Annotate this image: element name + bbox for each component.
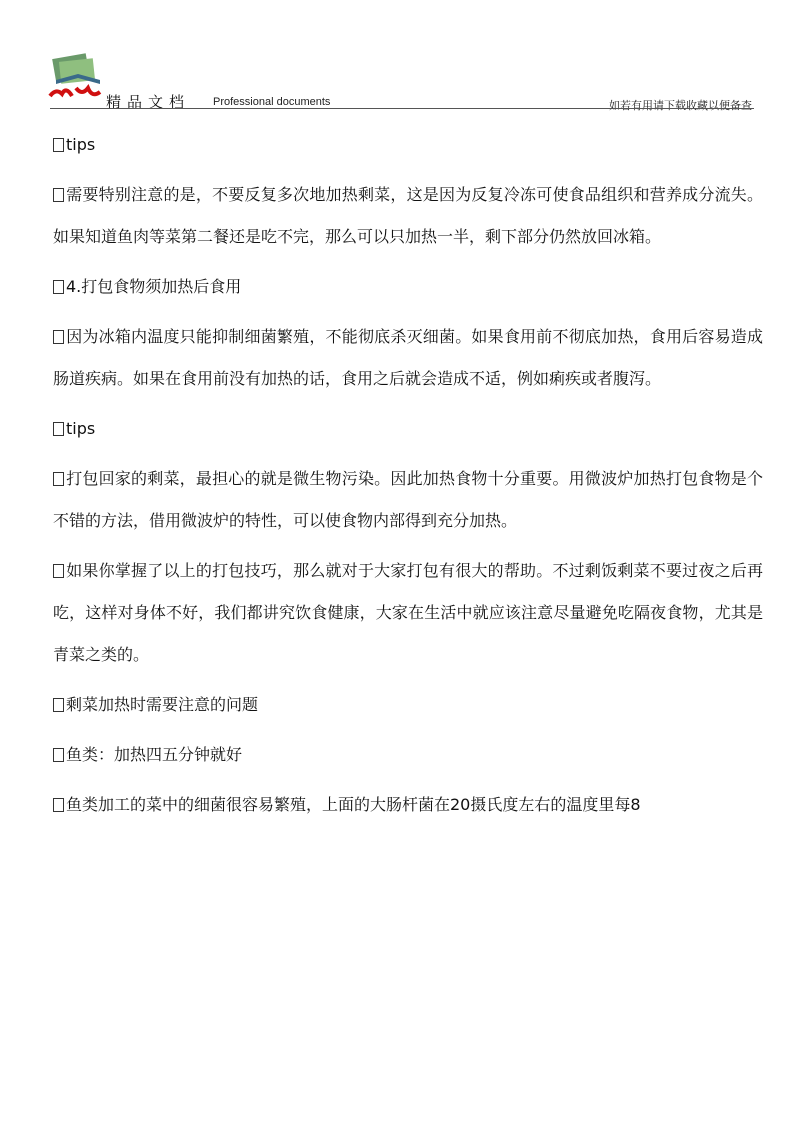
paragraph-text: 因为冰箱内温度只能抑制细菌繁殖，不能彻底杀灭细菌。如果食用前不彻底加热，食用后容易造成肠道疾病。如果在食用前没有加热的话，食用之后就会造成不适，例如痢疾或者腹泻。 bbox=[53, 327, 763, 388]
paragraph bbox=[53, 684, 763, 726]
bullet-box-icon bbox=[53, 472, 64, 486]
paragraph bbox=[53, 458, 763, 542]
paragraph-text: tips bbox=[66, 419, 96, 438]
bullet-box-icon bbox=[53, 798, 64, 812]
bullet-box-icon bbox=[53, 138, 64, 152]
paragraph bbox=[53, 316, 763, 400]
bullet-box-icon bbox=[53, 698, 64, 712]
paragraph-text: 鱼类加工的菜中的细菌很容易繁殖，上面的大肠杆菌在20摄氏度左右的温度里每8 bbox=[66, 795, 641, 814]
book-logo-icon bbox=[48, 52, 108, 108]
bullet-box-icon bbox=[53, 422, 64, 436]
header-title: 精品文档 bbox=[106, 93, 191, 111]
paragraph-text: tips bbox=[66, 135, 96, 154]
bullet-box-icon bbox=[53, 748, 64, 762]
paragraph bbox=[53, 408, 763, 450]
paragraph bbox=[53, 550, 763, 676]
paragraph bbox=[53, 124, 763, 166]
page-header bbox=[48, 52, 754, 112]
paragraph bbox=[53, 266, 763, 308]
paragraph-text: 鱼类：加热四五分钟就好 bbox=[66, 745, 243, 764]
paragraph-text: 剩菜加热时需要注意的问题 bbox=[66, 695, 259, 714]
document-body bbox=[53, 124, 763, 826]
bullet-box-icon bbox=[53, 330, 64, 344]
bullet-box-icon bbox=[53, 280, 64, 294]
paragraph-text: 需要特别注意的是，不要反复多次地加热剩菜，这是因为反复冷冻可使食品组织和营养成分流失。如果知道鱼肉等菜第二餐还是吃不完，那么可以只加热一半，剩下部分仍然放回冰箱。 bbox=[53, 185, 763, 246]
bullet-box-icon bbox=[53, 188, 64, 202]
paragraph bbox=[53, 734, 763, 776]
paragraph bbox=[53, 174, 763, 258]
paragraph-text: 4.打包食物须加热后食用 bbox=[66, 277, 242, 296]
header-subtitle: Professional documents bbox=[213, 96, 331, 108]
paragraph-text: 打包回家的剩菜，最担心的就是微生物污染。因此加热食物十分重要。用微波炉加热打包食物是个不错的方法，借用微波炉的特性，可以使食物内部得到充分加热。 bbox=[53, 469, 763, 530]
bullet-box-icon bbox=[53, 564, 64, 578]
paragraph-text: 如果你掌握了以上的打包技巧，那么就对于大家打包有很大的帮助。不过剩饭剩菜不要过夜之后再吃，这样对身体不好，我们都讲究饮食健康，大家在生活中就应该注意尽量避免吃隔夜食物，尤其是青菜之类的。 bbox=[53, 561, 763, 664]
paragraph bbox=[53, 784, 763, 826]
header-download-note: 如若有用请下载收藏以便备查 bbox=[609, 99, 752, 112]
header-divider bbox=[50, 108, 754, 109]
